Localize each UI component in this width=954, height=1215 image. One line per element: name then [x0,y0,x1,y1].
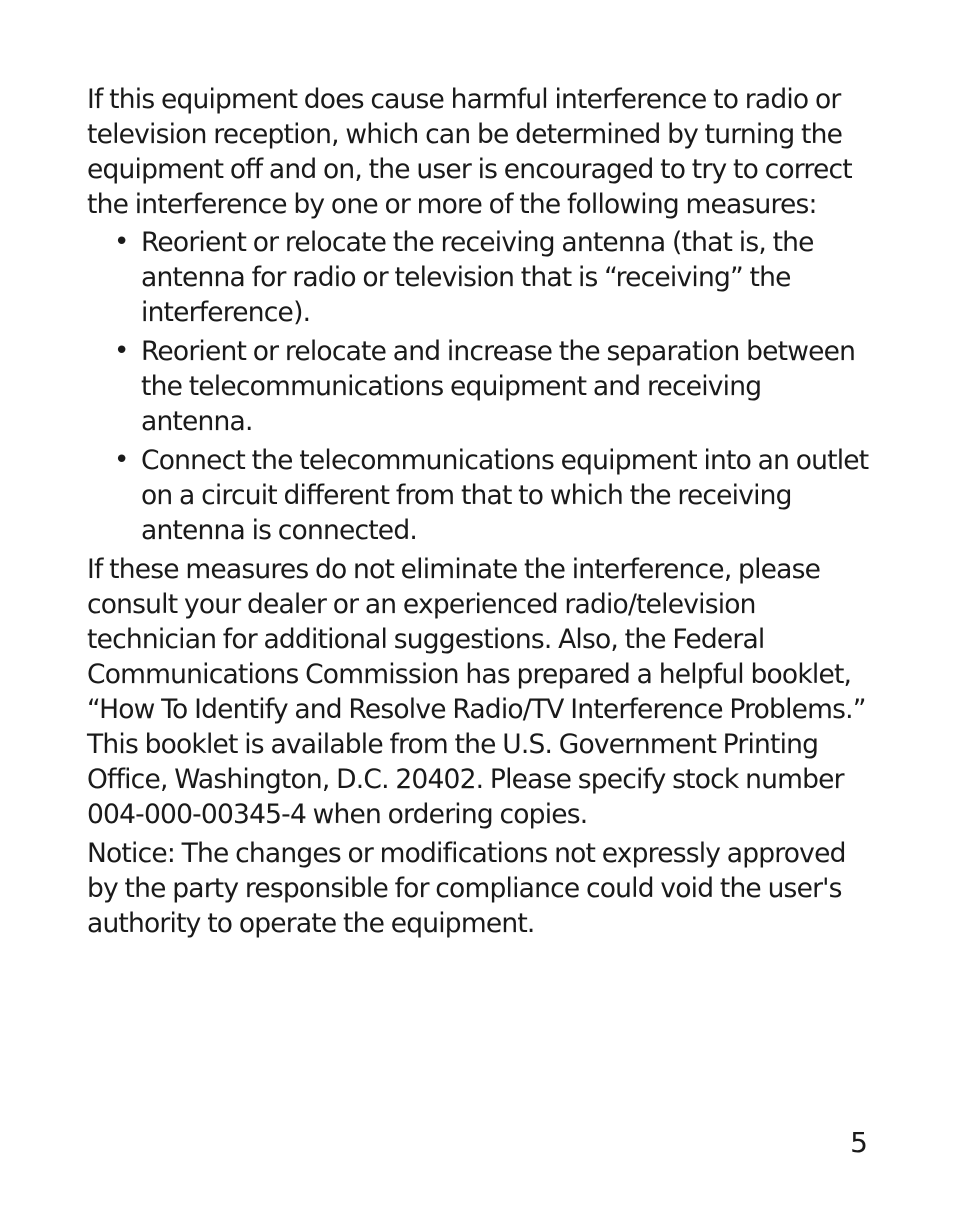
list-item [87,443,877,548]
followup-paragraph: If these measures do not eliminate the interference, please consult your dealer or an experienced radio/television technician for additional suggestions. Also, the Federal Communications Commission has prepared a helpful booklet, “How To Identify and Resolve Radio/TV Interference Problems.” This booklet is available from the U.S. Government Printing Office, Washington, D.C. 20402. Please specify stock number 004-000-00345-4 when ordering copies. [87,554,866,830]
measures-list [87,225,877,548]
document-body [87,82,877,941]
list-item-text: Connect the telecommunications equipment into an outlet on a circuit different from that to which the receiving antenna is connected. [141,445,869,546]
list-item [87,225,877,330]
list-item-text: Reorient or relocate the receiving antenna (that is, the antenna for radio or television that is “receiving” the interference). [141,227,814,328]
page-number: 5 [850,1126,868,1159]
bullet-icon: • [114,227,129,257]
intro-paragraph: If this equipment does cause harmful interference to radio or television reception, which can be determined by turning the equipment off and on, the user is encouraged to try to correct the interference by one or more of the following measures: [87,84,852,220]
list-item-text: Reorient or relocate and increase the separation between the telecommunications equipment and receiving antenna. [141,336,856,437]
bullet-icon: • [114,445,129,475]
bullet-icon: • [114,336,129,366]
notice-paragraph: Notice: The changes or modifications not expressly approved by the party responsible for compliance could void the user's authority to operate the equipment. [87,838,846,939]
list-item [87,334,877,439]
